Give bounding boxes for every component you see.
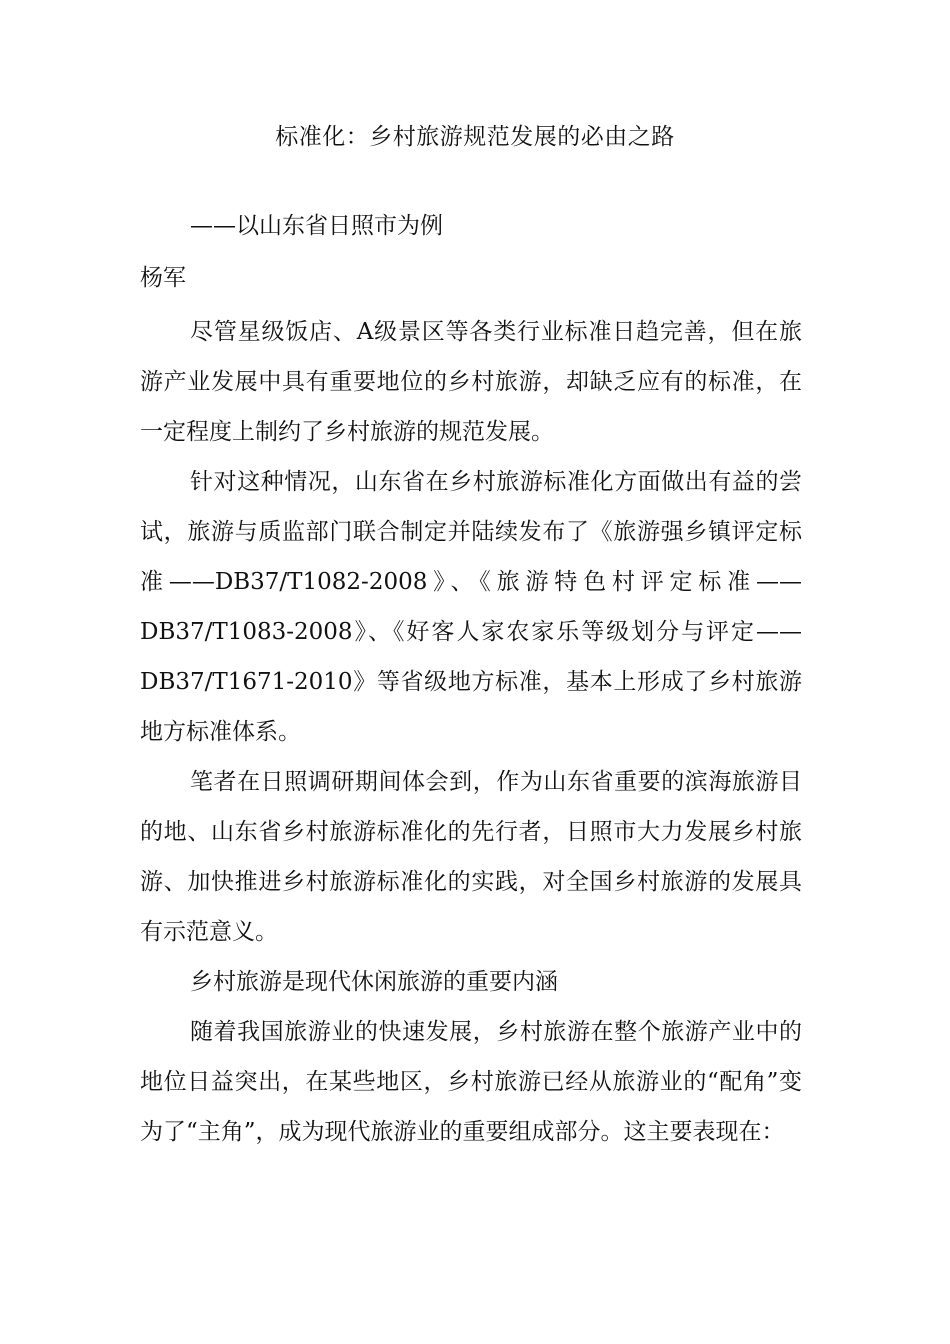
- section-heading: 乡村旅游是现代休闲旅游的重要内涵: [190, 969, 558, 995]
- document-title: 标准化：乡村旅游规范发展的必由之路: [275, 124, 675, 150]
- paragraph: 随着我国旅游业的快速发展，乡村旅游在整个旅游产业中的地位日益突出，在某些地区，乡村旅游已经从旅游业的“配角”变为了“主角”，成为现代旅游业的重要组成部分。这主要表现在：: [140, 1019, 802, 1145]
- paragraph: 尽管星级饭店、A级景区等各类行业标准日趋完善，但在旅游产业发展中具有重要地位的乡村旅游，却缺乏应有的标准，在一定程度上制约了乡村旅游的规范发展。: [140, 319, 802, 445]
- document-subtitle: ——以山东省日照市为例: [190, 213, 443, 239]
- paragraph: 笔者在日照调研期间体会到，作为山东省重要的滨海旅游目的地、山东省乡村旅游标准化的先行者，日照市大力发展乡村旅游、加快推进乡村旅游标准化的实践，对全国乡村旅游的发展具有示范意义。: [140, 769, 802, 945]
- author-name: 杨军: [140, 265, 186, 291]
- document-body: [140, 307, 802, 1157]
- paragraph: 针对这种情况，山东省在乡村旅游标准化方面做出有益的尝试，旅游与质监部门联合制定并陆续发布了《旅游强乡镇评定标准——DB37/T1082-2008》、《旅游特色村评定标准——DB37/T1083-2008》、《好客人家农家乐等级划分与评定——DB37/T1671-2010》等省级地方标准，基本上形成了乡村旅游地方标准体系。: [140, 469, 802, 745]
